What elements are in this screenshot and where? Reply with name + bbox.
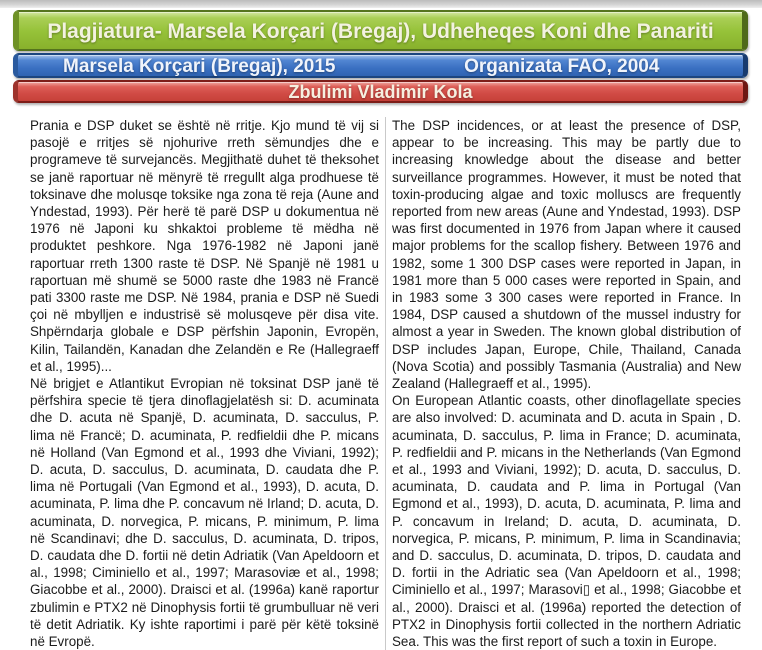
banner-discovery-label: Zbulimi Vladimir Kola — [288, 82, 473, 102]
albanian-paragraph-1: Prania e DSP duket se është në rritje. Kjo mund të vij si pasojë e rritjes së njohurive rreth sëmundjes dhe e programeve të survejancës. Megjithatë duhet të theksohet se janë raportuar në mënyrë të rregullt alga prodhuese të toksinave dhe molusqe toksike nga zona të reja (Aune and Yndestad, 1993). Për herë të parë DSP u dokumentua në 1976 në Japoni ku shkaktoi probleme të mëdha në produktet peshkore. Nga 1976-1982 në Japoni janë raportuar rreth 1300 raste të DSP. Në Spanjë në 1981 u raportuan më shumë se 5000 raste dhe 1983 në Francë pati 3300 raste me DSP. Në 1984, prania e DSP në Suedi çoi në mbylljen e industrisë së molusqeve për disa vite. Shpërndarja globale e DSP përfshin Japonin, Evropën, Kilin, Tailandën, Kanadan dhe Zelandën e Re (Hallegraeff et al., 1995)... — [30, 118, 379, 374]
albanian-paragraph-2: Në brigjet e Atlantikut Evropian në toksinat DSP janë të përfshira specie të tjera dinoflagjelatësh si: D. acuminata dhe D. acuta në Spanjë, D. acuminata, D. sacculus, P. lima në Francë; D. acuminata, P. redfieldii dhe P. micans në Holland (Van Egmond et al., 1993 dhe Viviani, 1992); D. acuta, D. sacculus, D. acuminata, D. caudata dhe P. lima në Portugali (Van Egmond et al., 1993), D. acuta, D. acuminata, P. lima dhe P. concavum në Irland; D. acuta, D. acuminata, D. norvegica, P. micans, P. minimum, P. lima në Scandinavi; dhe D. sacculus, D. acuminata, D. tripos, D. caudata dhe D. fortii në detin Adriatik (Van Apeldoorn et al., 1998; Ciminiello et al., 1997; Marasoviæ et al., 1998; Giacobbe et al., 2000). Draisci et al. (1996a) kanë raportur zbulimin e PTX2 në Dinophysis fortii të grumbulluar në veri të detit Adriatik. Ky ishte raportimi i parë për këtë toksinë në Evropë. — [30, 376, 379, 650]
albanian-text-column — [30, 117, 379, 650]
page-top-edge — [0, 0, 762, 8]
document-body — [30, 117, 742, 650]
header-banner-stack — [13, 10, 748, 103]
banner-discovery — [13, 80, 748, 103]
banner-source-left-label: Marsela Korçari (Bregaj), 2015 — [63, 55, 336, 77]
banner-plagiarism-title-label: Plagjiatura- Marsela Korçari (Bregaj), Udheheqes Koni dhe Panariti — [47, 19, 714, 43]
banner-source-right-label: Organizata FAO, 2004 — [464, 55, 660, 77]
column-divider — [385, 117, 386, 650]
english-paragraph-2: On European Atlantic coasts, other dinoflagellate species are also involved: D. acuminata and D. acuta in Spain , D. acuminata, D. sacculus, P. lima in France; D. acuminata, P. redfieldii and P. micans in the Netherlands (Van Egmond et al., 1993 and Viviani, 1992); D. acuta, D. sacculus, D. acuminata, D. caudata and P. lima in Portugal (Van Egmond et al., 1993), D. acuta, D. acuminata, P. lima and P. concavum in Ireland; D. acuta, D. acuminata, D. norvegica, P. micans, P. minimum, P. lima in Scandinavia; and D. sacculus, D. acuminata, D. tripos, D. caudata and D. fortii in the Adriatic sea (Van Apeldoorn et al., 1998; Ciminiello et al., 1997; Marasovi▯ et al., 1998; Giacobbe et al., 2000). Draisci et al. (1996a) reported the detection of PTX2 in Dinophysis fortii collected in the northern Adriatic Sea. This was the first report of such a toxin in Europe. — [392, 393, 741, 650]
english-text-column — [392, 117, 741, 650]
english-paragraph-1: The DSP incidences, or at least the presence of DSP, appear to be increasing. This may be partly due to increasing knowledge about the disease and better surveillance programmes. However, it must be noted that toxin-producing algae and toxic molluscs are frequently reported from new areas (Aune and Yndestad, 1993). DSP was first documented in 1976 from Japan where it caused major problems for the scallop fishery. Between 1976 and 1982, some 1 300 DSP cases were reported in Japan, in 1981 more than 5 000 cases were reported in Spain, and in 1983 some 3 300 cases were reported in France. In 1984, DSP caused a shutdown of the mussel industry for almost a year in Sweden. The known global distribution of DSP includes Japan, Europe, Chile, Thailand, Canada (Nova Scotia) and possibly Tasmania (Australia) and New Zealand (Hallegraeff et al., 1995). — [392, 118, 741, 392]
banner-sources — [13, 53, 748, 78]
banner-plagiarism-title — [13, 10, 748, 51]
